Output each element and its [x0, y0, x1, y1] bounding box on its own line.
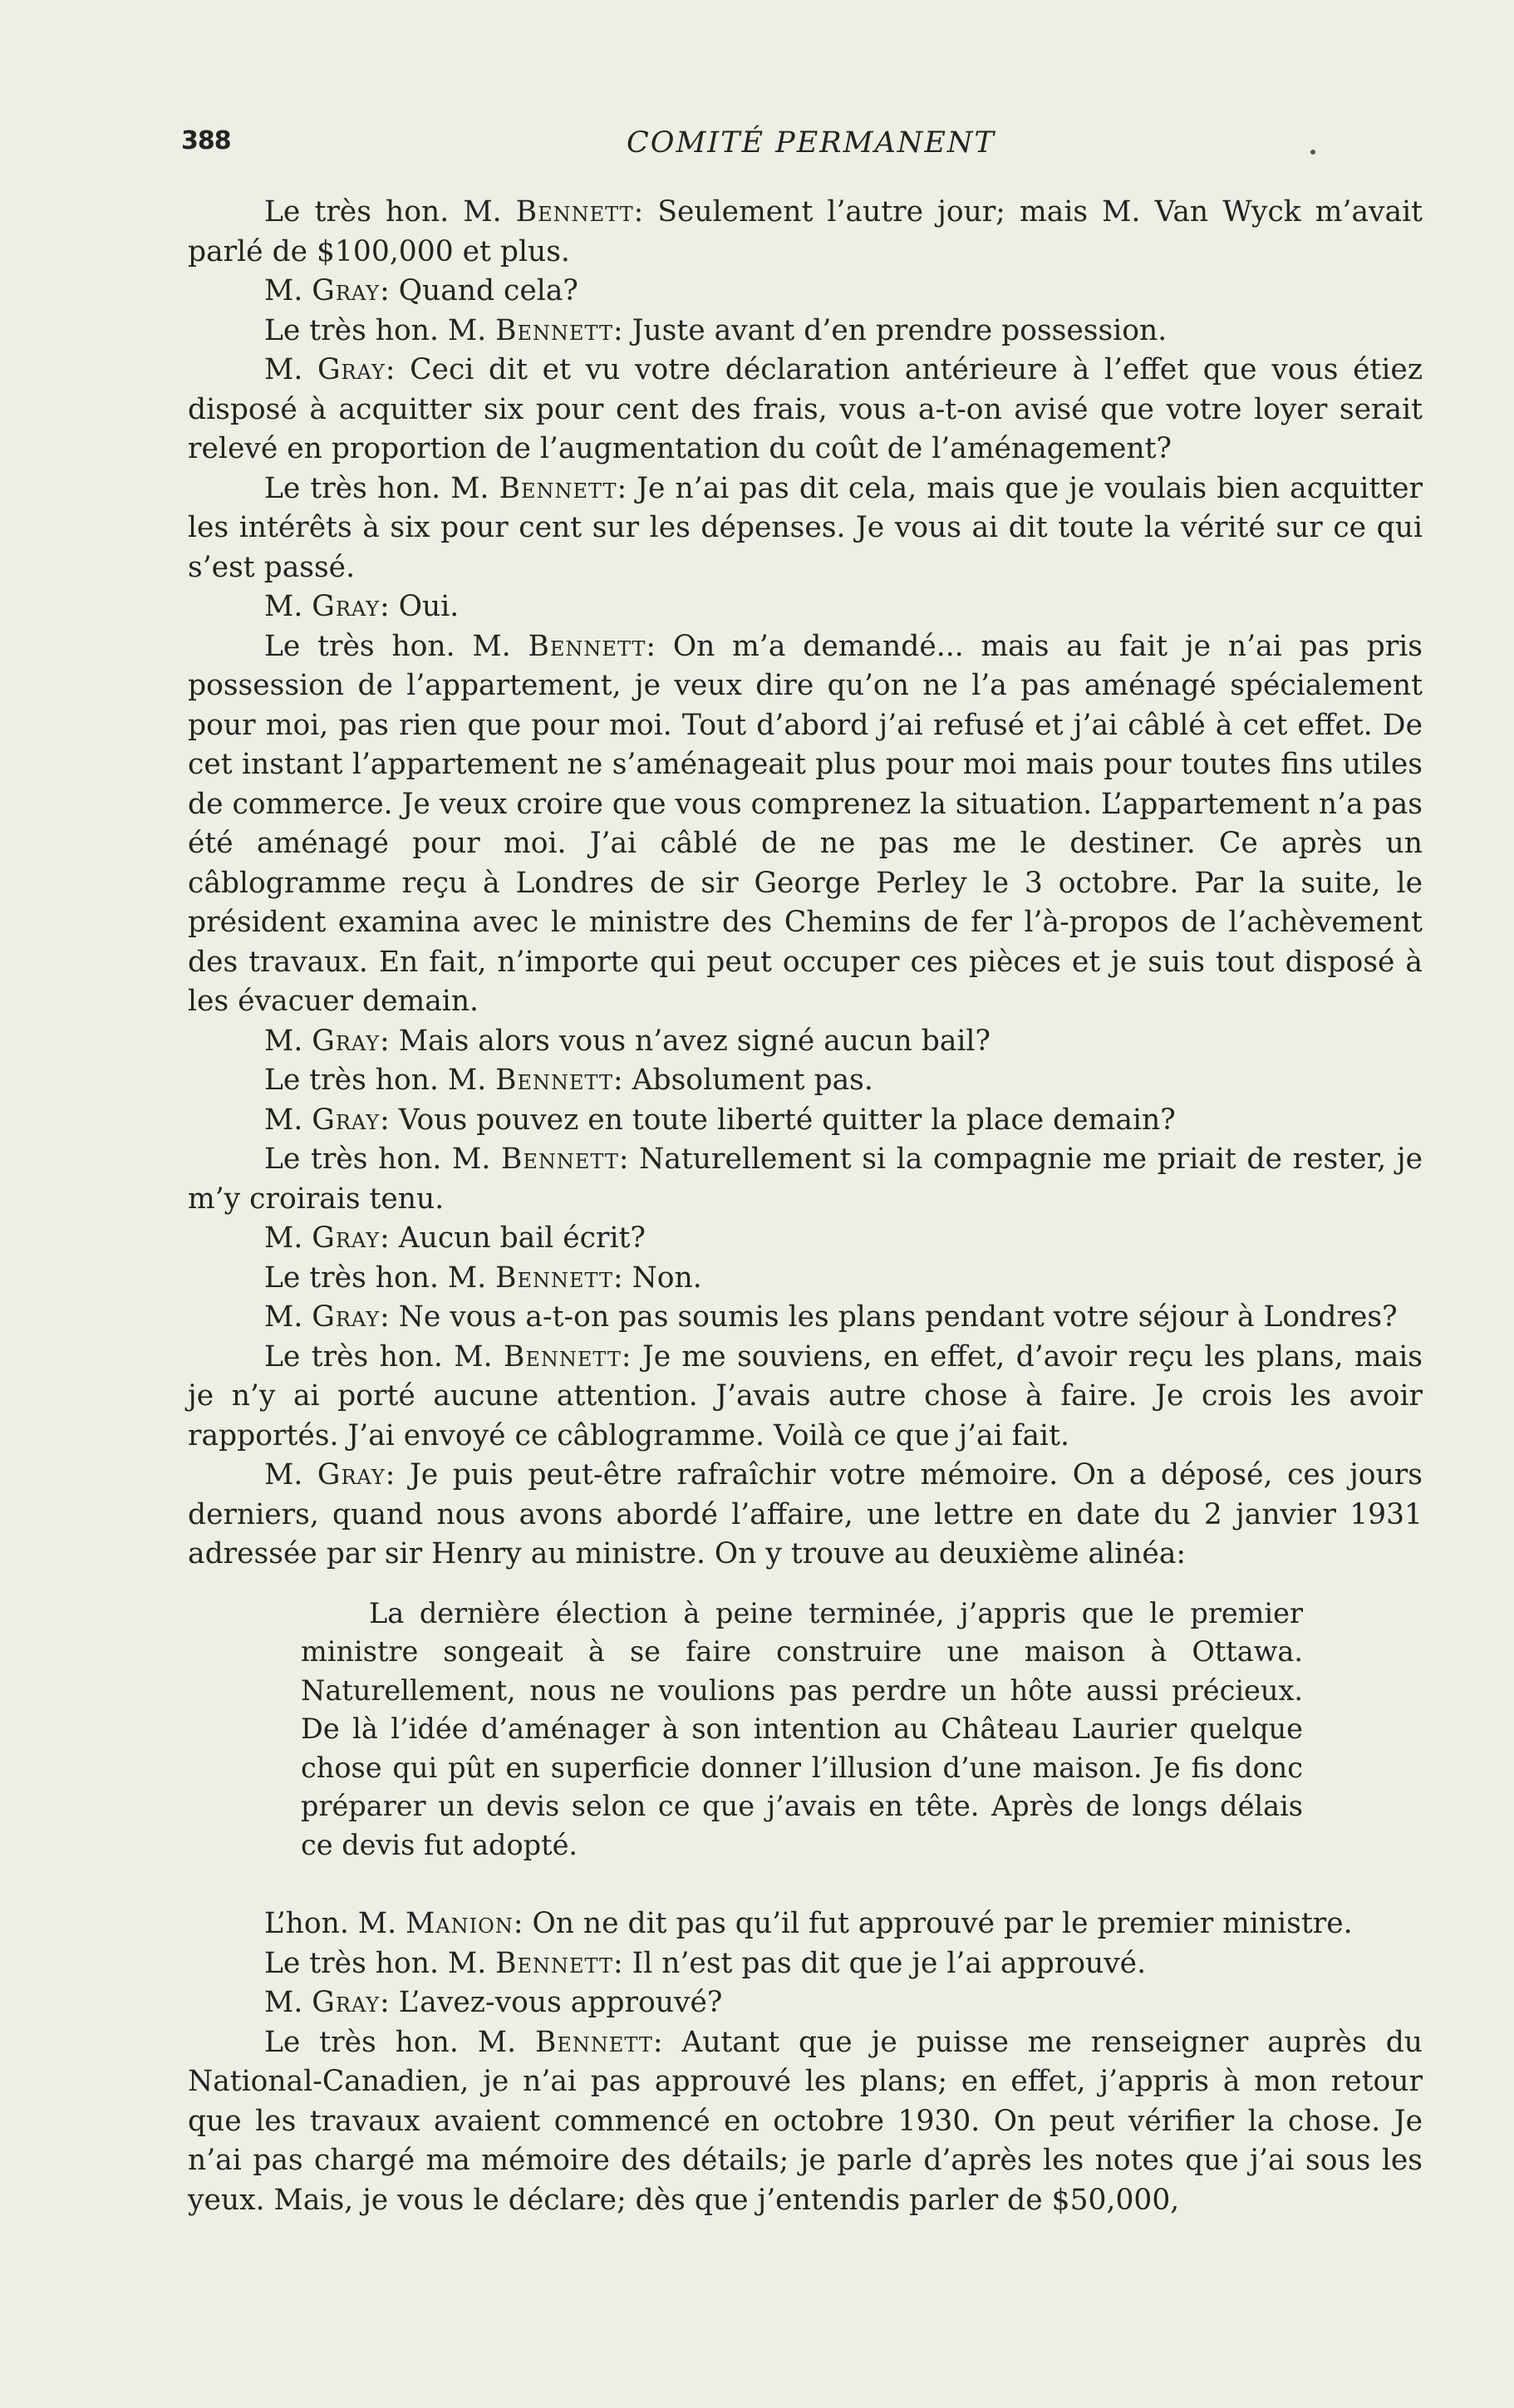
paragraph	[188, 312, 1423, 351]
speaker-title: Le très hon. M.	[264, 629, 528, 663]
paragraph	[188, 2023, 1423, 2221]
speaker-name: Gray	[317, 353, 386, 386]
speaker-name: Gray	[312, 1221, 381, 1255]
speaker-title: M.	[264, 590, 312, 623]
paragraph-text: Absolument pas.	[632, 1064, 873, 1097]
speaker-name: Gray	[312, 1986, 381, 2019]
page-title: COMITÉ PERMANENT	[627, 126, 995, 160]
running-head	[178, 126, 1399, 168]
speaker-title: Le très hon. M.	[264, 195, 516, 229]
paragraph-text: Oui.	[398, 590, 460, 623]
paragraph	[188, 351, 1423, 469]
paragraph-text: Autant que je puisse me renseigner auprès du National-Canadien, je n’ai pas approuvé les plans; en effet, j’appris à mon retour que les travaux avaient commencé en octobre 1930. On peut vérifier la chose. Je n’ai pas chargé ma mémoire des détails; je parle d’après les notes que j’ai sous les yeux. Mais, je vous le déclare; dès que j’entendis parler de $50,000,	[188, 2025, 1423, 2217]
paragraph	[188, 1983, 1423, 2023]
speaker-separator: :	[380, 1103, 399, 1137]
speaker-separator: :	[613, 1946, 632, 1980]
paragraph	[188, 1944, 1423, 1984]
paragraph-text: On m’a demandé... mais au fait je n’ai pas pris possession de l’appartement, je veux dire qu’on ne l’a pas aménagé spécialement pour moi, pas rien que pour moi. Tout d’abord j’ai refusé et j’ai câblé à cet effet. De cet instant l’appartement ne s’aménageait plus pour moi mais pour toutes fins utiles de commerce. Je veux croire que vous comprenez la situation. L’appartement n’a pas été aménagé pour moi. J’ai câblé de ne pas me le destiner. Ce après un câblogramme reçu à Londres de sir George Perley le 3 octobre. Par la suite, le président examina avec le ministre des Chemins de fer l’à-propos de l’achèvement des travaux. En fait, n’importe qui peut occuper ces pièces et je suis tout disposé à les évacuer demain.	[188, 629, 1423, 1018]
paragraph-text: Seulement l’autre jour; mais M. Van Wyck m’avait parlé de $100,000 et plus.	[188, 195, 1423, 268]
paragraph-text: Il n’est pas dit que je l’ai approuvé.	[632, 1946, 1147, 1980]
speaker-name: Manion	[406, 1907, 514, 1940]
paragraph-text: Je puis peut-être rafraîchir votre mémoire. On a déposé, ces jours derniers, quand nous avons abordé l’affaire, une lettre en date du 2 janvier 1931 adressée par sir Henry au ministre. On y trouve au deuxième alinéa:	[188, 1458, 1423, 1570]
speck-mark	[1310, 150, 1315, 155]
speaker-separator: :	[613, 313, 632, 347]
speaker-separator: :	[618, 1143, 640, 1176]
paragraph-text: Juste avant d’en prendre possession.	[632, 313, 1167, 347]
paragraph-text: Je n’ai pas dit cela, mais que je voulais bien acquitter les intérêts à six pour cent sur les dépenses. Je vous ai dit toute la vérité sur ce qui s’est passé.	[188, 471, 1423, 584]
block-quote	[188, 1595, 1303, 1865]
page-number: 388	[181, 126, 231, 155]
speaker-title: M.	[264, 353, 317, 386]
paragraph-text: Ceci dit et vu votre déclaration antérieure à l’effet que vous étiez disposé à acquitter six pour cent des frais, vous a-t-on avisé que votre loyer serait relevé en proportion de l’augmentation du coût de l’aménagement?	[188, 353, 1423, 465]
paragraph-text: Ne vous a-t-on pas soumis les plans pendant votre séjour à Londres?	[398, 1300, 1398, 1334]
paragraph	[188, 1140, 1423, 1219]
speaker-title: M.	[264, 1221, 312, 1255]
paragraph	[188, 587, 1423, 627]
speaker-title: Le très hon. M.	[264, 1261, 496, 1295]
paragraph	[188, 1298, 1423, 1338]
speaker-separator: :	[613, 1261, 632, 1295]
paragraph-text: Aucun bail écrit?	[398, 1221, 646, 1255]
speaker-title: M.	[264, 1300, 312, 1334]
speaker-title: Le très hon. M.	[264, 471, 499, 505]
speaker-separator: :	[633, 195, 658, 229]
paragraph	[188, 1259, 1423, 1299]
speaker-title: Le très hon. M.	[264, 1143, 501, 1176]
speaker-name: Bennett	[503, 1339, 622, 1374]
paragraph	[188, 1022, 1423, 1062]
speaker-name: Gray	[312, 274, 381, 307]
paragraph-text: On ne dit pas qu’il fut approuvé par le premier ministre.	[532, 1907, 1353, 1940]
paragraph-text: L’avez-vous approuvé?	[398, 1986, 723, 2019]
speaker-name: Bennett	[495, 1946, 613, 1980]
speaker-separator: :	[380, 274, 399, 307]
speaker-name: Bennett	[528, 629, 646, 663]
speaker-separator: :	[621, 1339, 642, 1374]
speaker-name: Bennett	[495, 1261, 613, 1295]
speaker-name: Bennett	[501, 1143, 619, 1176]
speaker-name: Gray	[317, 1458, 386, 1491]
speaker-title: L’hon. M.	[264, 1907, 406, 1940]
paragraph-text: Je me souviens, en effet, d’avoir reçu les plans, mais je n’y ai porté aucune attention. J’avais autre chose à faire. Je crois les avoir rapportés. J’ai envoyé ce câblogramme. Voilà ce que j’ai fait.	[188, 1339, 1423, 1452]
speaker-title: M.	[264, 1103, 312, 1137]
speaker-separator: :	[380, 1221, 399, 1255]
paragraph-text: Non.	[632, 1261, 702, 1295]
speaker-separator: :	[380, 590, 399, 623]
speaker-separator: :	[380, 1986, 399, 2019]
paragraph	[188, 469, 1423, 588]
paragraph	[188, 1904, 1423, 1944]
paragraph-text: Naturellement si la compagnie me priait de rester, je m’y croirais tenu.	[188, 1143, 1423, 1216]
speaker-title: Le très hon. M.	[264, 313, 496, 347]
speaker-separator: :	[613, 1064, 632, 1097]
speaker-name: Gray	[312, 1103, 381, 1137]
paragraph	[188, 272, 1423, 312]
paragraph	[188, 193, 1423, 272]
paragraph	[188, 1219, 1423, 1259]
speaker-separator: :	[385, 1458, 410, 1491]
paragraph	[188, 1101, 1423, 1141]
speaker-title: Le très hon. M.	[264, 1064, 496, 1097]
body-text	[188, 193, 1423, 2220]
paragraph	[188, 1338, 1423, 1457]
paragraph	[188, 627, 1423, 1022]
speaker-separator: :	[617, 471, 637, 505]
speaker-title: Le très hon. M.	[264, 2025, 535, 2059]
speaker-separator: :	[385, 353, 410, 386]
speaker-title: Le très hon. M.	[264, 1339, 504, 1374]
paragraph	[188, 1456, 1423, 1575]
speaker-name: Bennett	[499, 471, 617, 505]
speaker-separator: :	[646, 629, 673, 663]
speaker-name: Bennett	[495, 313, 613, 347]
speaker-title: Le très hon. M.	[264, 1946, 496, 1980]
speaker-title: M.	[264, 1458, 317, 1491]
speaker-name: Gray	[312, 590, 381, 623]
paragraph-text: Quand cela?	[398, 274, 578, 307]
paragraph	[188, 1061, 1423, 1101]
speaker-separator: :	[380, 1024, 399, 1058]
speaker-name: Bennett	[495, 1064, 613, 1097]
speaker-separator: :	[513, 1907, 533, 1940]
speaker-name: Bennett	[515, 195, 634, 229]
speaker-name: Gray	[312, 1024, 381, 1058]
speaker-title: M.	[264, 1986, 312, 2019]
paragraph-text: Vous pouvez en toute liberté quitter la place demain?	[398, 1103, 1176, 1137]
speaker-title: M.	[264, 274, 312, 307]
speaker-name: Bennett	[535, 2025, 653, 2059]
paragraph-text: Mais alors vous n’avez signé aucun bail?	[398, 1024, 990, 1058]
speaker-title: M.	[264, 1024, 312, 1058]
speaker-name: Gray	[312, 1300, 381, 1334]
speaker-separator: :	[380, 1300, 399, 1334]
quote-text: La dernière élection à peine terminée, j’appris que le premier ministre songeait à se faire construire une maison à Ottawa. Naturellement, nous ne voulions pas perdre un hôte aussi précieux. De là l’idée d’aménager à son intention au Château Laurier quelque chose qui pût en superficie donner l’illusion d’une maison. Je fis donc préparer un devis selon ce que j’avais en tête. Après de longs délais ce devis fut adopté.	[301, 1596, 1303, 1861]
speaker-separator: :	[652, 2025, 682, 2059]
